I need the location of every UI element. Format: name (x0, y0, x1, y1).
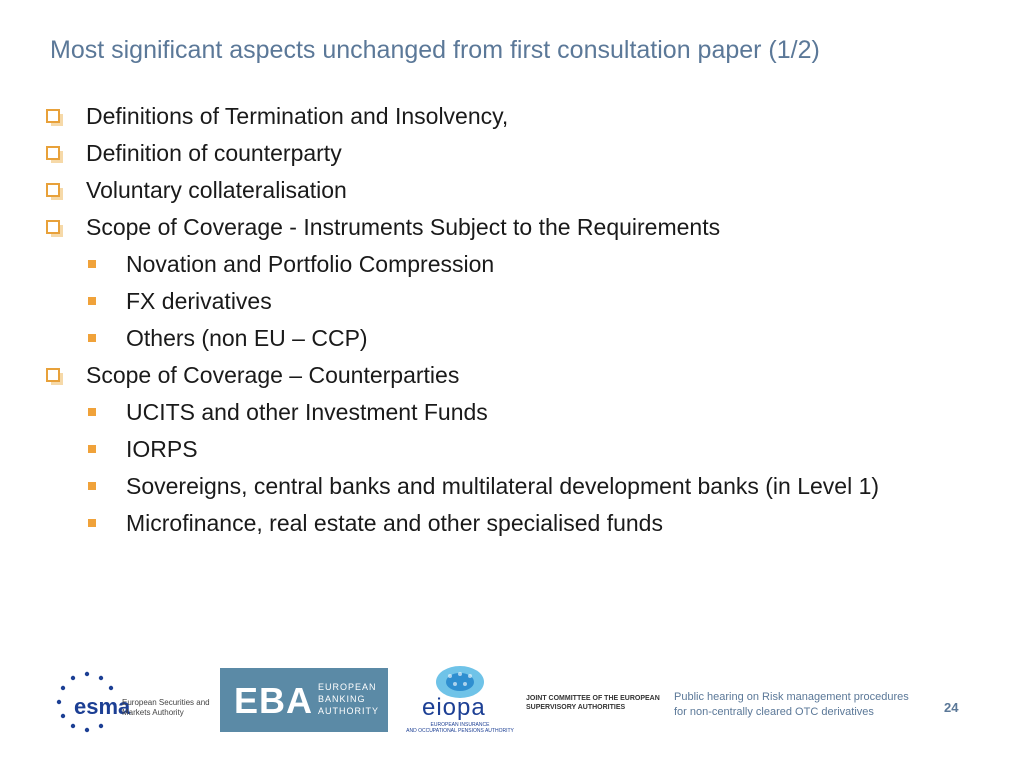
list-item-text: Sovereigns, central banks and multilateral development banks (in Level 1) (126, 473, 880, 499)
list-item-text: Scope of Coverage - Instruments Subject to the Requirements (86, 214, 721, 240)
sub-list-item (44, 394, 879, 431)
list-item (44, 135, 879, 172)
square-bullet-icon (88, 334, 96, 342)
checkbox-bullet-icon (46, 146, 60, 160)
eiopa-logo (404, 664, 514, 736)
sub-list-item (44, 320, 879, 357)
footer-caption: Public hearing on Risk management procedures for non-centrally cleared OTC derivatives (674, 691, 909, 718)
square-bullet-icon (88, 297, 96, 305)
list-item-text: Novation and Portfolio Compression (126, 251, 495, 277)
list-item (44, 172, 879, 209)
joint-committee-label: JOINT COMMITTEE OF THE EUROPEAN SUPERVISORY AUTHORITIES (526, 695, 660, 711)
sub-list-item (44, 468, 879, 505)
square-bullet-icon (88, 519, 96, 527)
esma-caption: European Securities and Markets Authority (122, 698, 210, 717)
eiopa-wordmark: eiopa (422, 694, 486, 721)
eiopa-caption: EUROPEAN INSURANCE AND OCCUPATIONAL PENSIONS AUTHORITY (406, 722, 514, 734)
list-item-text: Microfinance, real estate and other specialised funds (126, 510, 663, 536)
eba-wordmark: EBA (234, 680, 314, 721)
sub-list-item (44, 283, 879, 320)
slide-title: Most significant aspects unchanged from first consultation paper (1/2) (50, 36, 820, 64)
eba-logo (220, 668, 388, 732)
checkbox-bullet-icon (46, 183, 60, 197)
list-item-text: Definitions of Termination and Insolvency, (86, 103, 509, 129)
sub-list-item (44, 246, 879, 283)
list-item-text: Voluntary collateralisation (86, 177, 347, 203)
sub-list-item (44, 431, 879, 468)
esma-wordmark: esma (74, 694, 131, 719)
checkbox-bullet-icon (46, 368, 60, 382)
sub-list-item (44, 505, 879, 542)
eba-caption: EUROPEAN BANKING AUTHORITY (318, 682, 380, 716)
page-number: 24 (944, 700, 959, 715)
list-item (44, 209, 879, 246)
list-item (44, 357, 879, 394)
bullet-list (44, 98, 879, 542)
footer (0, 660, 1024, 760)
list-item-text: Others (non EU – CCP) (126, 325, 368, 351)
list-item-text: Definition of counterparty (86, 140, 342, 166)
list-item-text: FX derivatives (126, 288, 272, 314)
checkbox-bullet-icon (46, 109, 60, 123)
square-bullet-icon (88, 482, 96, 490)
esma-logo (52, 668, 212, 738)
square-bullet-icon (88, 408, 96, 416)
square-bullet-icon (88, 260, 96, 268)
list-item-text: UCITS and other Investment Funds (126, 399, 488, 425)
list-item-text: Scope of Coverage – Counterparties (86, 362, 460, 388)
square-bullet-icon (88, 445, 96, 453)
checkbox-bullet-icon (46, 220, 60, 234)
list-item-text: IORPS (126, 436, 198, 462)
list-item (44, 98, 879, 135)
